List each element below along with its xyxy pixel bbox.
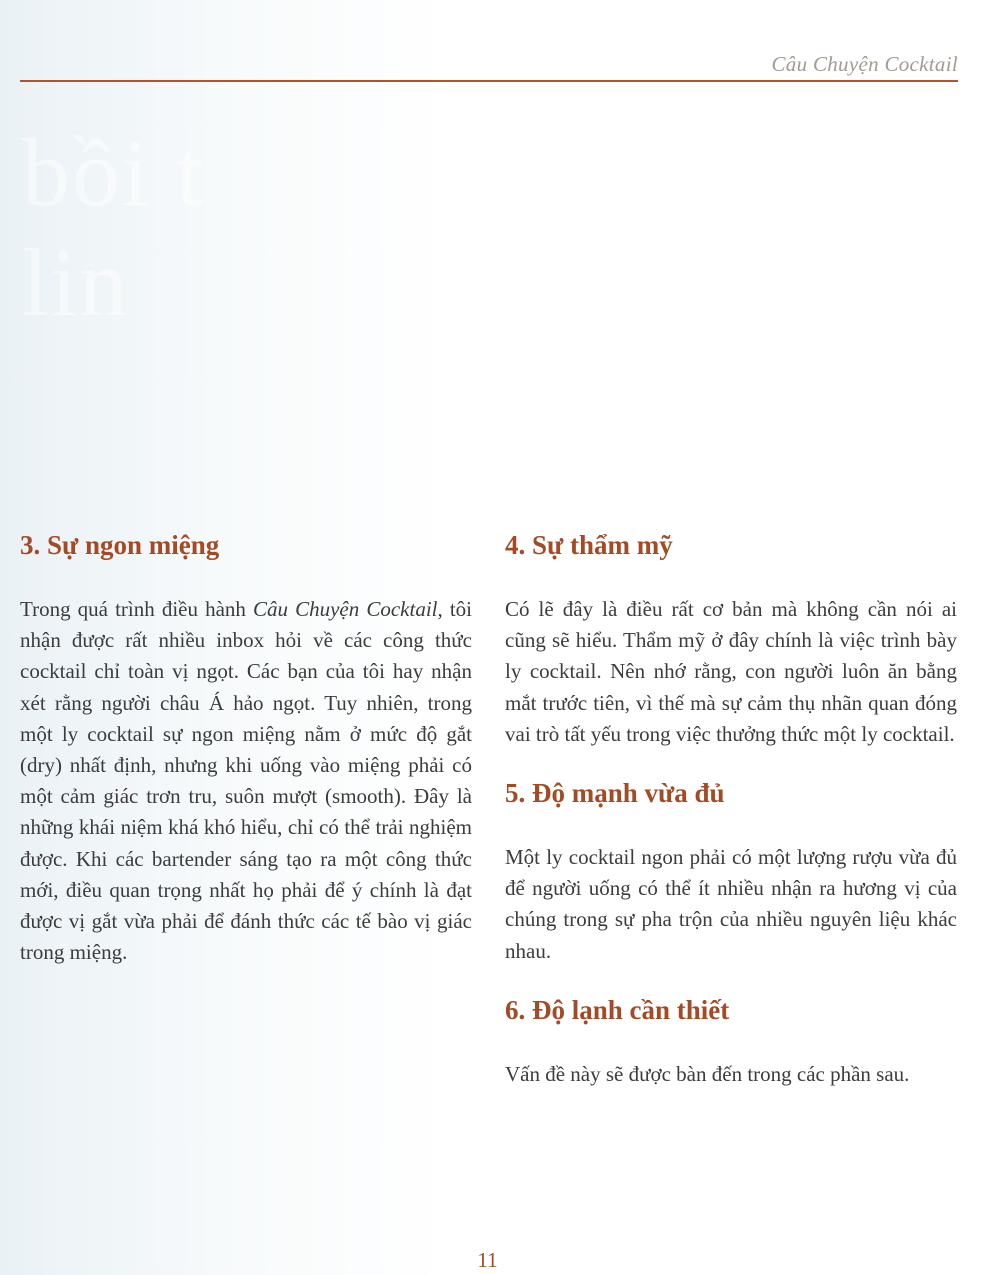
section-3-body-italic-title: Câu Chuyện Cocktail (253, 597, 438, 621)
section-5-body: Một ly cocktail ngon phải có một lượng rượu vừa đủ để người uống có thể ít nhiều nhận ra hương vị của chúng trong sự pha trộn của nhiều nguyên liệu khác nhau. (505, 845, 957, 963)
section-4-heading: 4. Sự thẩm mỹ (505, 530, 673, 560)
page-number: 11 (477, 1248, 498, 1272)
section-3-body (20, 594, 472, 968)
section-5-heading: 5. Độ mạnh vừa đủ (505, 778, 725, 809)
section-3-body-rest: , tôi nhận được rất nhiều inbox hỏi về các công thức cocktail chỉ toàn vị ngọt. Các bạn của tôi hay nhận xét rằng người châu Á hảo ngọt. Tuy nhiên, trong một ly cocktail sự ngon miệng nằm ở mức độ gắt (dry) nhất định, nhưng khi uống vào miệng phải có một cảm giác trơn tru, suôn mượt (smooth). Đây là những khái niệm khá khó hiểu, chỉ có thể trải nghiệm được. Khi các bartender sáng tạo ra một công thức mới, điều quan trọng nhất họ phải để ý chính là đạt được vị gắt vừa phải để đánh thức các tế bào vị giác trong miệng. (20, 597, 473, 965)
running-header-title: Câu Chuyện Cocktail (771, 52, 958, 76)
section-3-heading: 3. Sự ngon miệng (20, 530, 220, 560)
background-watermark: bồi t lin (22, 119, 206, 336)
section-6-heading: 6. Độ lạnh cần thiết (505, 994, 730, 1025)
header-rule (20, 80, 958, 82)
section-6-body: Vấn đề này sẽ được bàn đến trong các phần sau. (505, 1061, 910, 1086)
right-column (505, 528, 957, 1090)
section-3-body-start: Trong quá trình điều hành (20, 597, 253, 621)
section-4-body: Có lẽ đây là điều rất cơ bản mà không cần nói ai cũng sẽ hiểu. Thẩm mỹ ở đây chính là việc trình bày ly cocktail. Nên nhớ rằng, con người luôn ăn bằng mắt trước tiên, vì thế mà sự cảm thụ nhãn quan đóng vai trò tất yếu trong việc thưởng thức một ly cocktail. (505, 597, 957, 746)
left-column (20, 528, 472, 968)
